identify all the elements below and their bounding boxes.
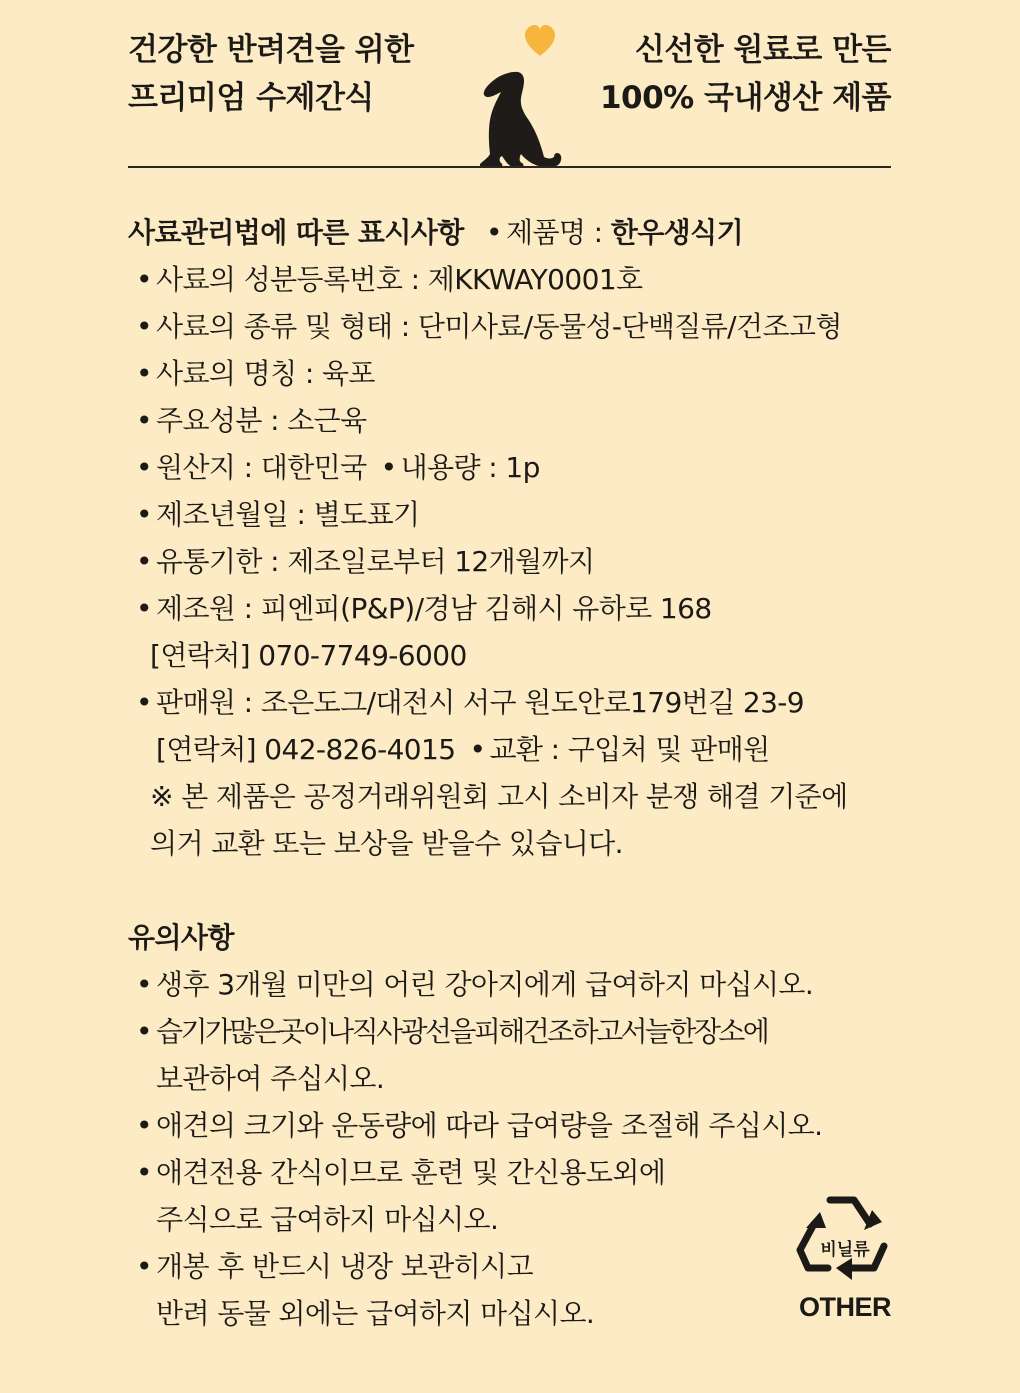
label-info-title-line <box>128 209 898 256</box>
list-item <box>128 961 898 1008</box>
bullet: • <box>136 1250 152 1283</box>
manufacturer-contact: [연락처] 070-7749-6000 <box>150 639 467 672</box>
tagline-left <box>128 26 414 122</box>
caution-2-cont: 보관하여 주십시오. <box>156 1062 385 1095</box>
header-divider <box>128 166 891 168</box>
bullet: • <box>136 1015 152 1048</box>
bullet: • <box>136 451 152 484</box>
label-info-title: 사료관리법에 따른 표시사항 <box>128 216 464 249</box>
tagline-left-line-1: 건강한 반려견을 위한 <box>128 32 414 68</box>
caution-5-cont: 반려 동물 외에는 급여하지 마십시오. <box>156 1297 595 1330</box>
caution-4-cont: 주식으로 급여하지 마십시오. <box>156 1203 499 1236</box>
bullet: • <box>136 310 152 343</box>
caution-5: 개봉 후 반드시 냉장 보관히시고 <box>156 1250 534 1283</box>
product-name-value: 한우생식기 <box>610 216 744 249</box>
caution-2: 습기가많은곳이나직사광선을피해건조하고서늘한장소에 <box>156 1015 768 1048</box>
main-ingredient: 주요성분 : 소근육 <box>156 404 367 437</box>
bullet: • <box>136 545 152 578</box>
bullet: • <box>136 686 152 719</box>
list-item <box>128 538 898 585</box>
registration-number: 사료의 성분등록번호 : 제KKWAY0001호 <box>156 263 643 296</box>
caution-3: 애견의 크기와 운동량에 따라 급여량을 조절해 주십시오. <box>156 1109 823 1142</box>
seller: 판매원 : 조은도그/대전시 서구 원도안로179번길 23-9 <box>156 686 805 719</box>
origin: 원산지 : 대한민국 <box>156 451 367 484</box>
list-item <box>128 1243 898 1290</box>
heart-icon <box>525 25 555 56</box>
tagline-right-line-2: 100% 국내생산 제품 <box>599 80 891 116</box>
bullet: • <box>136 498 152 531</box>
list-item <box>128 491 898 538</box>
list-item <box>128 1008 898 1055</box>
notice-line-1: ※ 본 제품은 공정거래위원회 고시 소비자 분쟁 해결 기준에 <box>150 780 848 813</box>
bullet: • <box>136 1109 152 1142</box>
list-item <box>128 1149 898 1196</box>
notice-line-2: 의거 교환 또는 보상을 받을수 있습니다. <box>150 827 623 860</box>
caution-1: 생후 3개월 미만의 어린 강아지에게 급여하지 마십시오. <box>156 968 814 1001</box>
bullet: • <box>136 968 152 1001</box>
cautions-title: 유의사항 <box>128 921 234 954</box>
bullet: • <box>136 404 152 437</box>
manufacture-date: 제조년월일 : 별도표기 <box>156 498 420 531</box>
list-item <box>128 303 898 350</box>
list-item <box>128 1102 898 1149</box>
bullet: • <box>136 592 152 625</box>
tagline-right <box>600 26 891 122</box>
bullet: • <box>136 357 152 390</box>
manufacturer: 제조원 : 피엔피(P&P)/경남 김해시 유하로 168 <box>156 592 712 625</box>
expiration: 유통기한 : 제조일로부터 12개월까지 <box>156 545 595 578</box>
list-item <box>128 585 898 632</box>
bullet: • <box>380 451 397 484</box>
recycle-label-kr: 비닐류 <box>820 1240 870 1259</box>
list-item <box>128 679 898 726</box>
seller-contact: [연락처] 042-826-4015 <box>156 733 456 766</box>
dog-logo-icon <box>478 20 568 170</box>
exchange-info: 교환 : 구입처 및 판매원 <box>489 733 770 766</box>
recycle-label-en: OTHER <box>799 1292 891 1322</box>
bullet: • <box>136 1156 152 1189</box>
list-item <box>128 350 898 397</box>
feed-type: 사료의 종류 및 형태 : 단미사료/동물성-단백질류/건조고형 <box>156 310 842 343</box>
list-item <box>128 444 898 491</box>
list-item <box>128 397 898 444</box>
seller-contact-line <box>128 726 898 773</box>
bullet: • <box>469 733 486 766</box>
feed-name: 사료의 명칭 : 육포 <box>156 357 375 390</box>
bullet: • <box>136 263 152 296</box>
caution-4: 애견전용 간식이므로 훈련 및 간신용도외에 <box>156 1156 666 1189</box>
bullet: • <box>486 216 502 249</box>
list-item <box>128 256 898 303</box>
recycle-mark <box>790 1192 900 1332</box>
content-amount: 내용량 : 1p <box>400 451 540 484</box>
header <box>128 20 891 168</box>
tagline-left-line-2: 프리미엄 수제간식 <box>128 80 374 116</box>
product-name-key: 제품명 : <box>506 216 611 249</box>
tagline-right-line-1: 신선한 원료로 만든 <box>634 32 891 68</box>
label-info-section <box>128 209 898 1337</box>
dog-silhouette <box>480 72 561 167</box>
